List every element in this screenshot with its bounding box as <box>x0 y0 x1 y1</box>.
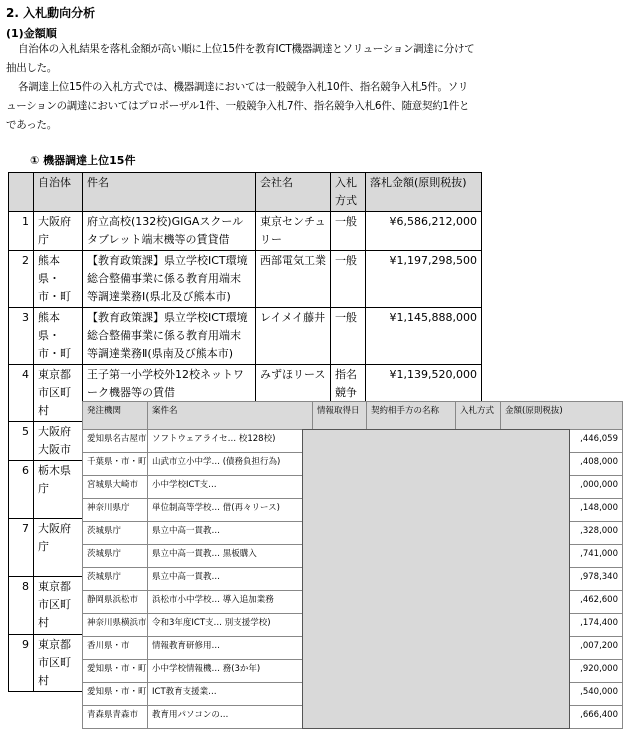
table-cell: ¥1,145,888,000 <box>366 308 482 365</box>
column-header: 入札方式 <box>456 402 501 430</box>
table-cell: 神奈川県庁 <box>83 499 148 522</box>
table-cell: ,446,059 <box>501 430 623 453</box>
table-cell: 県立中高一貫教… 黒板購入 <box>148 545 313 568</box>
table-cell: 8 <box>9 577 34 635</box>
table-cell: 令和3年度ICT支… 別支援学校) <box>148 614 313 637</box>
table-cell: 熊本県・市・町 <box>34 251 83 308</box>
table-cell: 【教育政策課】県立学校ICT環境総合整備事業に係る教育用端末等調達業務Ⅱ(県南及び熊本市) <box>83 308 256 365</box>
table-cell: ,000,000 <box>501 476 623 499</box>
paragraph: 自治体の入札結果を落札金額が高い順に上位15件を教育ICT機器調達とソリューション調達に分けて抽出した。 <box>6 43 475 74</box>
column-header: 契約相手方の名称 <box>367 402 456 430</box>
column-header: 自治体 <box>34 173 83 212</box>
table-cell: 栃木県庁 <box>34 461 83 519</box>
column-header: 入札方式 <box>331 173 366 212</box>
table-cell: 【教育政策課】県立学校ICT環境総合整備事業に係る教育用端末等調達業務Ⅰ(県北及び熊本市) <box>83 251 256 308</box>
table-cell: ¥1,139,520,000 <box>366 365 482 422</box>
table-cell: 山武市立小中学… (債務負担行為) <box>148 453 313 476</box>
table-cell: 9 <box>9 635 34 692</box>
table-cell: 小中学校ICT支… <box>148 476 313 499</box>
table-cell: ,462,600 <box>501 591 623 614</box>
table-cell: 一般 <box>331 212 366 251</box>
column-header: 案件名 <box>148 402 313 430</box>
table-cell: 香川県・市 <box>83 637 148 660</box>
table-cell: 1 <box>9 212 34 251</box>
table-row <box>9 251 482 308</box>
table-cell: 府立高校(132校)GIGAスクールタブレット端末機等の賃貸借 <box>83 212 256 251</box>
table-cell: 東京センチュリー <box>256 212 331 251</box>
table-cell: 浜松市小中学校… 導入追加業務 <box>148 591 313 614</box>
table-cell: ,148,000 <box>501 499 623 522</box>
table-cell: 愛知県名古屋市 <box>83 430 148 453</box>
table-cell: ,174,400 <box>501 614 623 637</box>
table-cell: 神奈川県横浜市 <box>83 614 148 637</box>
table-cell: 静岡県浜松市 <box>83 591 148 614</box>
table-cell: 愛知県・市・町 <box>83 683 148 706</box>
column-header: 金額(原則税抜) <box>501 402 623 430</box>
table-cell: 県立中高一貫教… <box>148 568 313 591</box>
table-cell: 東京都市区町村 <box>34 365 83 422</box>
table-cell: 一般 <box>331 251 366 308</box>
table-cell: 西部電気工業 <box>256 251 331 308</box>
table-cell: 6 <box>9 461 34 519</box>
redaction-box <box>302 429 570 729</box>
table-cell: 3 <box>9 308 34 365</box>
table-cell: 王子第一小学校外12校ネットワーク機器等の賃借 <box>83 365 256 422</box>
table-cell: ,328,000 <box>501 522 623 545</box>
table-cell: 7 <box>9 519 34 577</box>
section-heading: 2. 入札動向分析 <box>6 6 96 20</box>
column-header: 会社名 <box>256 173 331 212</box>
table-cell: レイメイ藤井 <box>256 308 331 365</box>
table-cell: 大阪府大阪市 <box>34 422 83 461</box>
table-cell: 茨城県庁 <box>83 545 148 568</box>
table-cell: 5 <box>9 422 34 461</box>
column-header: 落札金額(原則税抜) <box>366 173 482 212</box>
table-cell: 東京都市区町村 <box>34 577 83 635</box>
table-cell: ¥6,586,212,000 <box>366 212 482 251</box>
column-header <box>9 173 34 212</box>
table-cell: 大阪府庁 <box>34 212 83 251</box>
table-cell: ,920,000 <box>501 660 623 683</box>
table-cell: ,741,000 <box>501 545 623 568</box>
subsection-heading: (1)金額順 <box>6 27 57 40</box>
column-header: 件名 <box>83 173 256 212</box>
table-cell: 小中学校情報機… 務(3か年) <box>148 660 313 683</box>
table-cell: 東京都市区町村 <box>34 635 83 692</box>
table-cell: みずほリース <box>256 365 331 422</box>
table-cell: 大阪府庁 <box>34 519 83 577</box>
table-title: ① 機器調達上位15件 <box>30 154 136 167</box>
table-row <box>9 212 482 251</box>
table-cell: ICT教育支援業… <box>148 683 313 706</box>
paragraph: 各調達上位15件の入札方式では、機器調達においては一般競争入札10件、指名競争入札5件。ソリューションの調達においてはプロポーザル1件、一般競争入札7件、指名競争入札6件、随意契約1件とであった。 <box>6 81 470 131</box>
table-cell: 熊本県・市・町 <box>34 308 83 365</box>
table-cell: ,408,000 <box>501 453 623 476</box>
table-cell: 一般 <box>331 308 366 365</box>
column-header: 情報取得日 <box>313 402 367 430</box>
table-cell: ,540,000 <box>501 683 623 706</box>
table-cell: 茨城県庁 <box>83 522 148 545</box>
table-cell: ,666,400 <box>501 706 623 729</box>
column-header: 発注機関 <box>83 402 148 430</box>
table-cell: 2 <box>9 251 34 308</box>
table-cell: ,978,340 <box>501 568 623 591</box>
table-cell: ソフトウェアライセ… 校128校) <box>148 430 313 453</box>
table-cell: 茨城県庁 <box>83 568 148 591</box>
table-cell: 単位制高等学校… 借(再々リース) <box>148 499 313 522</box>
table-cell: 教育用パソコンの… <box>148 706 313 729</box>
table-cell: 千葉県・市・町 <box>83 453 148 476</box>
table-cell: 4 <box>9 365 34 422</box>
table-cell: 愛知県・市・町 <box>83 660 148 683</box>
table-cell: 県立中高一貫教… <box>148 522 313 545</box>
table-cell: 宮城県大崎市 <box>83 476 148 499</box>
table-cell: ¥1,197,298,500 <box>366 251 482 308</box>
table-cell: 青森県青森市 <box>83 706 148 729</box>
table-row <box>9 308 482 365</box>
table-cell: ,007,200 <box>501 637 623 660</box>
table-cell: 情報教育研修用… <box>148 637 313 660</box>
table-cell: 指名競争 <box>331 365 366 422</box>
